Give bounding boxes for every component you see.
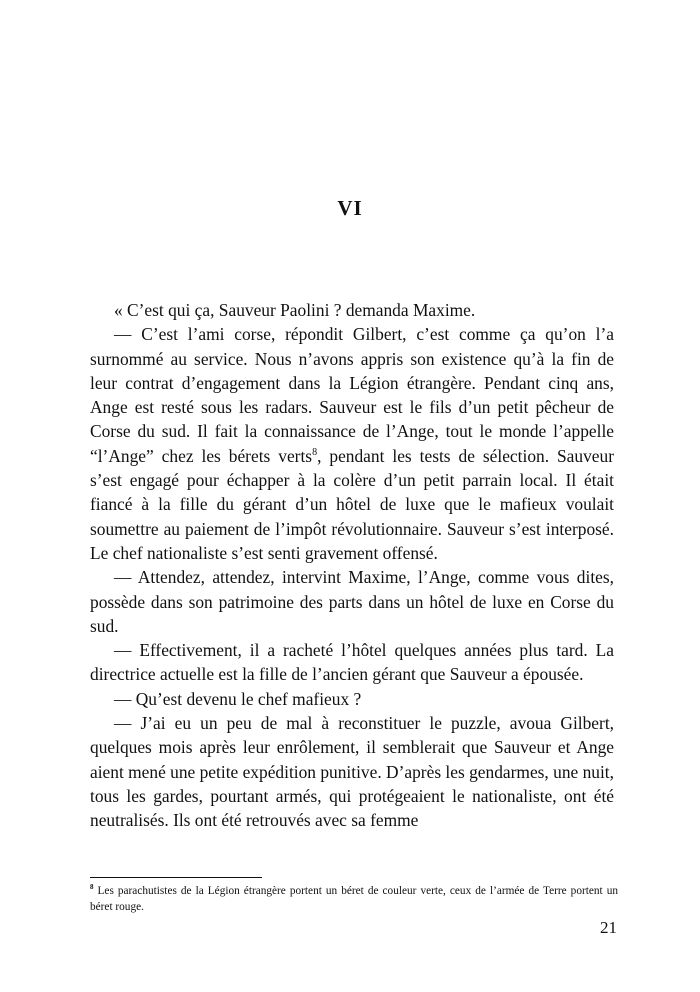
paragraph [90, 322, 614, 565]
paragraph: — Qu’est devenu le chef mafieux ? [114, 688, 362, 709]
paragraph: — Effectivement, il a racheté l’hôtel quelques années plus tard. La directrice actuelle est la fille de l’ancien gérant que Sauveur a épousée. [90, 640, 614, 685]
footnote-text: Les parachutistes de la Légion étrangère portent un béret de couleur verte, ceux de l’armée de Terre portent un béret rouge. [90, 885, 618, 913]
body-text [90, 298, 614, 833]
paragraph: « C’est qui ça, Sauveur Paolini ? demanda Maxime. [114, 300, 476, 320]
footnote-separator [90, 877, 262, 878]
chapter-title: VI [337, 196, 363, 220]
paragraph-text-continued: , pendant les tests de sélection. Sauveur s’est engagé pour échapper à la colère d’un petit parrain local. Il était fiancé à la fille du gérant d’un hôtel de luxe que le mafieux voulait soumettre au paiement de l’impôt révolutionnaire. Sauveur s’est interposé. Le chef nationaliste s’est senti gravement offensé. [90, 445, 614, 563]
footnote-reference[interactable]: 8 [312, 446, 318, 458]
footnote-marker: 8 [90, 883, 94, 892]
footnote [90, 884, 618, 915]
page-number: 21 [600, 918, 617, 937]
paragraph: — J’ai eu un peu de mal à reconstituer le puzzle, avoua Gilbert, quelques mois après leur enrôlement, il semblerait que Sauveur et Ange aient mené une petite expédition punitive. D’après les gendarmes, une nuit, tous les gardes, pourtant armés, qui protégeaient le nationaliste, ont été neutralisés. Ils ont été retrouvés avec sa femme [90, 713, 614, 831]
paragraph: — Attendez, attendez, intervint Maxime, l’Ange, comme vous dites, possède dans son patrimoine des parts dans un hôtel de luxe en Corse du sud. [90, 567, 614, 636]
paragraph-text: — C’est l’ami corse, répondit Gilbert, c’est comme ça qu’on l’a surnommé au service. Nous n’avons appris son existence qu’à la fin de leur contrat d’engagement dans la Légion étrangère. Pendant cinq ans, Ange est resté sous les radars. Sauveur est le fils d’un petit pêcheur de Corse du sud. Il fait la connaissance de l’Ange, tout le monde l’appelle “l’Ange” chez les bérets verts [90, 324, 614, 466]
